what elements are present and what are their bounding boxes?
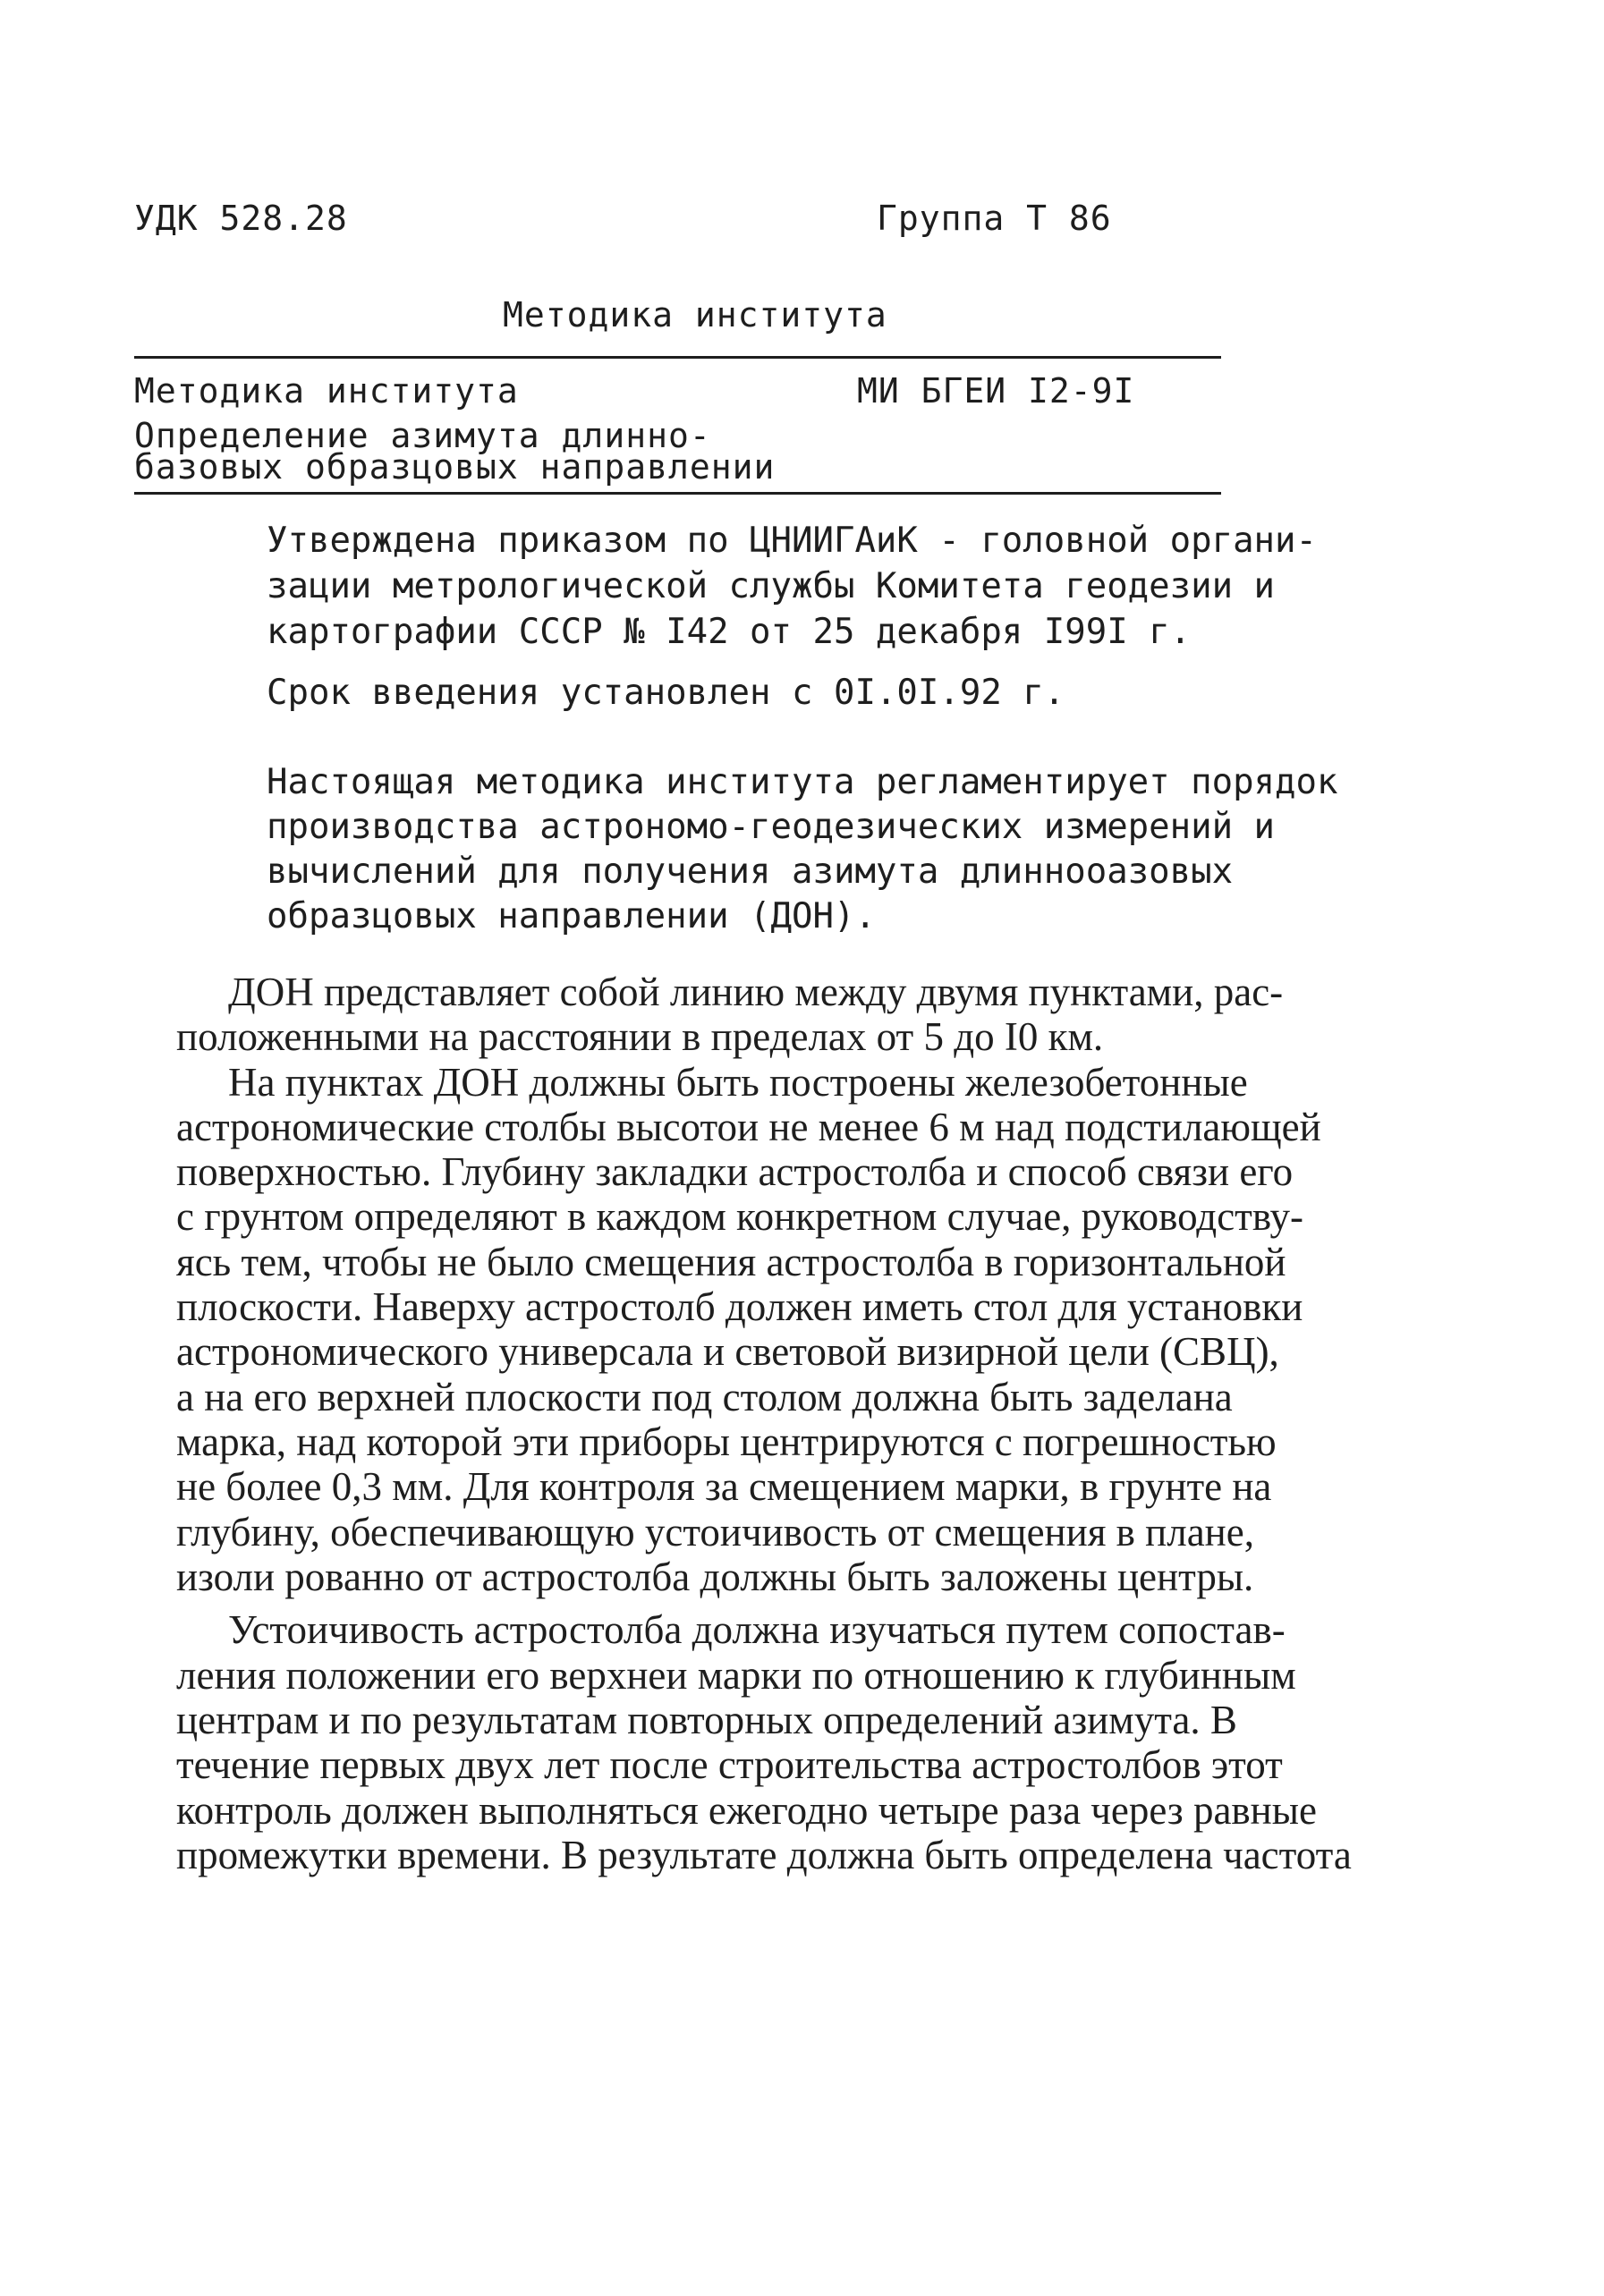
body-line: положенными на расстоянии в пределах от 5 до I0 км. bbox=[176, 1014, 1104, 1059]
top-rule bbox=[134, 356, 1221, 359]
effective-date: Срок введения установлен с 0I.0I.92 г. bbox=[267, 673, 1065, 713]
scope-line-4: образцовых направлении (ДОН). bbox=[267, 896, 876, 936]
subject-line-1: Определение азимута длинно- bbox=[134, 416, 711, 455]
group-code: Группа Т 86 bbox=[877, 199, 1112, 238]
scope-line-2: производства астрономо-геодезических измерений и bbox=[267, 807, 1276, 847]
approval-line-2: зации метрологической службы Комитета геодезии и bbox=[267, 566, 1276, 606]
body-line: поверхностью. Глубину закладки астростолба и способ связи его bbox=[176, 1149, 1294, 1194]
udk-code: УДК 528.28 bbox=[134, 199, 348, 238]
body-line: На пунктах ДОН должны быть построены железобетонные bbox=[228, 1060, 1248, 1105]
approval-line-3: картографии СССР № I42 от 25 декабря I99I г. bbox=[267, 612, 1192, 652]
subject-line-2: базовых образцовых направлении bbox=[134, 447, 776, 487]
body-line: марка, над которой эти приборы центрируются с погрешностью bbox=[176, 1419, 1277, 1464]
body-line: ДОН представляет собой линию между двумя пунктами, рас- bbox=[228, 970, 1284, 1014]
scope-line-1: Настоящая методика института регламентирует порядок bbox=[267, 762, 1338, 802]
bottom-rule bbox=[134, 492, 1221, 495]
body-line: астрономические столбы высотои не менее 6 м над подстилающей bbox=[176, 1105, 1321, 1149]
body-line: изоли рованно от астростолба должны быть заложены центры. bbox=[176, 1555, 1254, 1599]
body-line: глубину, обеспечивающую устоичивость от смещения в плане, bbox=[176, 1510, 1254, 1555]
approval-line-1: Утверждена приказом по ЦНИИГАиК - головной органи- bbox=[267, 521, 1317, 561]
document-code: МИ БГЕИ I2-9I bbox=[857, 371, 1135, 411]
document-type-title: Методика института bbox=[503, 295, 887, 335]
body-line: плоскости. Наверху астростолб должен иметь стол для установки bbox=[176, 1284, 1303, 1329]
body-line: а на его верхней плоскости под столом должна быть заделана bbox=[176, 1375, 1233, 1419]
body-line: с грунтом определяют в каждом конкретном случае, руководству- bbox=[176, 1194, 1304, 1239]
body-line: центрам и по результатам повторных определений азимута. В bbox=[176, 1698, 1237, 1742]
body-line: не более 0,3 мм. Для контроля за смещением марки, в грунте на bbox=[176, 1464, 1272, 1509]
body-line: ясь тем, чтобы не было смещения астростолба в горизонтальной bbox=[176, 1240, 1286, 1284]
body-line: Устоичивость астростолба должна изучаться путем сопостав- bbox=[228, 1607, 1286, 1652]
scope-line-3: вычислений для получения азимута длиннооазовых bbox=[267, 851, 1234, 892]
body-line: ления положении его верхнеи марки по отношению к глубинным bbox=[176, 1653, 1296, 1698]
method-label: Методика института bbox=[134, 371, 519, 411]
body-line: контроль должен выполняться ежегодно четыре раза через равные bbox=[176, 1788, 1317, 1833]
body-line: течение первых двух лет после строительства астростолбов этот bbox=[176, 1742, 1283, 1787]
body-line: промежутки времени. В результате должна быть определена частота bbox=[176, 1833, 1352, 1877]
body-line: астрономического универсала и световой визирной цели (СВЦ), bbox=[176, 1329, 1279, 1374]
